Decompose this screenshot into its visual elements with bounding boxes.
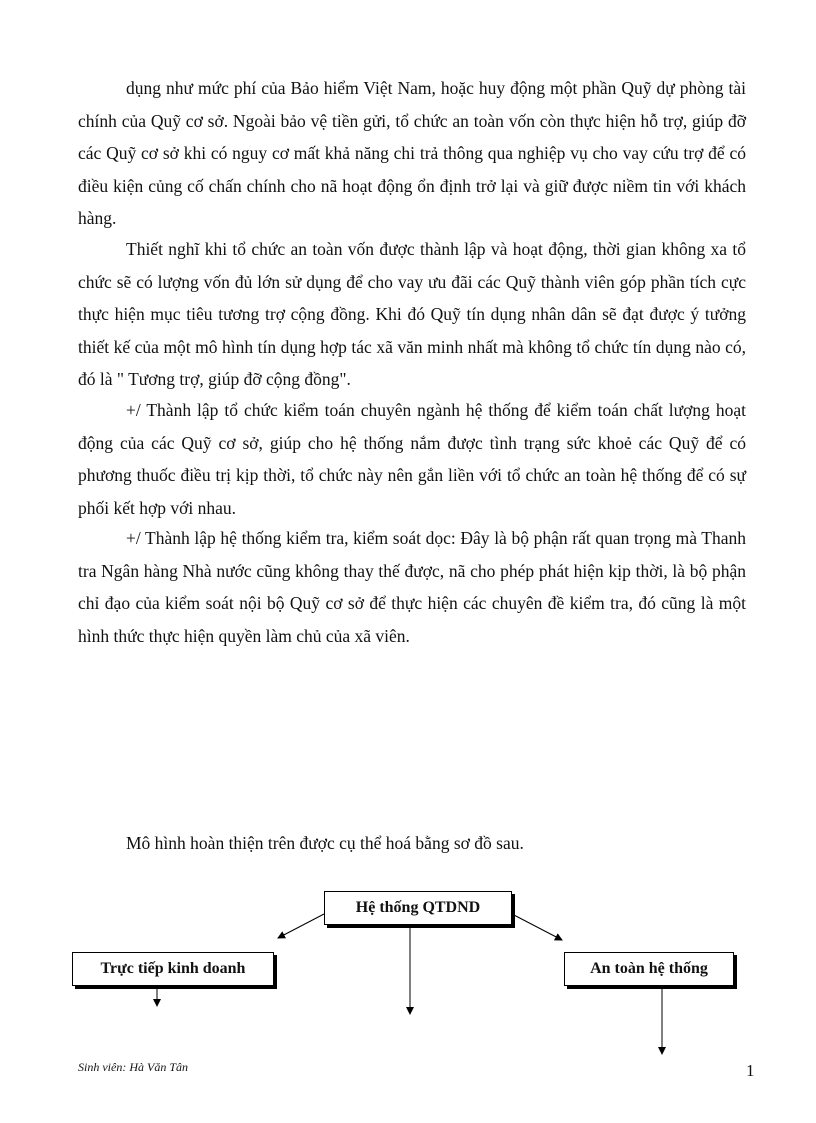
paragraph-3	[78, 394, 746, 524]
diagram-caption: Mô hình hoàn thiện trên được cụ thể hoá bằng sơ đồ sau.	[126, 833, 524, 853]
paragraph-3-text: +/ Thành lập tổ chức kiểm toán chuyên ngành hệ thống để kiểm toán chất lượng hoạt động của các Quỹ cơ sở, giúp cho hệ thống nắm được tình trạng sức khoẻ các Quỹ để có phương thuốc điều trị kịp thời, tổ chức này nên gắn liền với tổ chức an toàn hệ thống để có sự phối kết hợp với nhau.	[78, 400, 746, 518]
footer-author: Sinh viên: Hà Văn Tân	[78, 1060, 188, 1074]
paragraph-4	[78, 522, 746, 652]
paragraph-1-text: dụng như mức phí của Bảo hiểm Việt Nam, hoặc huy động một phần Quỹ dự phòng tài chính của Quỹ cơ sở. Ngoài bảo vệ tiền gửi, tổ chức an toàn vốn còn thực hiện hỗ trợ, giúp đỡ các Quỹ cơ sở khi có nguy cơ mất khả năng chi trả thông qua nghiệp vụ cho vay cứu trợ để có điều kiện củng cố chấn chính cho nã hoạt động ổn định trở lại và giữ được niềm tin với khách hàng.	[78, 78, 746, 228]
box-he-thong-qtdnd: Hệ thống QTDND	[324, 891, 512, 925]
box-truc-tiep-kinh-doanh: Trực tiếp kinh doanh	[72, 952, 274, 986]
arrow-to-right-box	[512, 914, 562, 940]
box-an-toan-he-thong: An toàn hệ thống	[564, 952, 734, 986]
paragraph-4-text: +/ Thành lập hệ thống kiểm tra, kiểm soát dọc: Đây là bộ phận rất quan trọng mà Thanh tra Ngân hàng Nhà nước cũng không thay thế được, nã cho phép phát hiện kịp thời, là bộ phận chỉ đạo của kiểm soát nội bộ Quỹ cơ sở để thực hiện các chuyên đề kiểm tra, đó cũng là một hình thức thực hiện quyền làm chủ của xã viên.	[78, 528, 746, 646]
page-number: 1	[746, 1061, 755, 1080]
arrow-to-left-box	[278, 914, 324, 938]
paragraph-2-text: Thiết nghĩ khi tổ chức an toàn vốn được thành lập và hoạt động, thời gian không xa tổ chức sẽ có lượng vốn đủ lớn sử dụng để cho vay ưu đãi các Quỹ thành viên góp phần tích cực thực hiện mục tiêu tương trợ cộng đồng. Khi đó Quỹ tín dụng nhân dân sẽ đạt được ý tưởng thiết kế của một mô hình tín dụng hợp tác xã văn minh nhất mà không tổ chức tín dụng nào có, đó là " Tương trợ, giúp đỡ cộng đồng".	[78, 239, 746, 389]
paragraph-2	[78, 233, 746, 396]
paragraph-1	[78, 72, 746, 235]
